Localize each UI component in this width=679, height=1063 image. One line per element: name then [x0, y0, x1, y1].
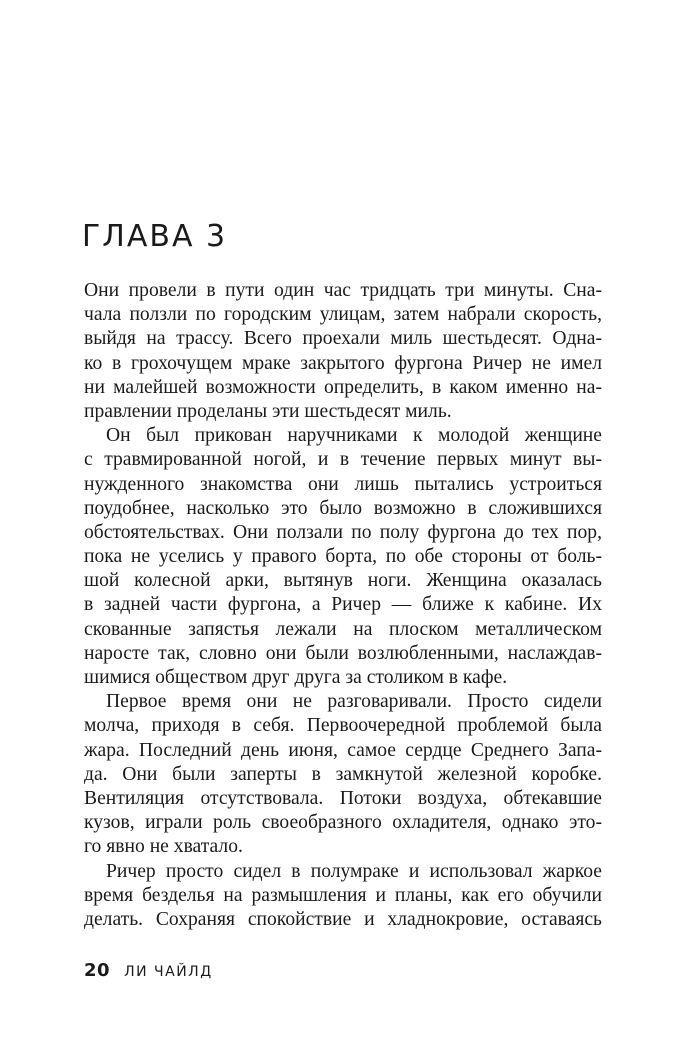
paragraph [84, 690, 602, 859]
text-line: выйдя на трассу. Всего проехали миль шестьдесят. Одна- [84, 328, 602, 350]
text-line: делать. Сохраняя спокойствие и хладнокровие, оставаясь [84, 908, 602, 930]
text-line: поудобнее, насколько это было возможно в сложившихся [84, 497, 602, 519]
text-line: го явно не хватало. [84, 836, 243, 858]
text-line: в задней части фургона, а Ричер — ближе к кабине. Их [84, 594, 602, 616]
text-line: Они провели в пути один час тридцать три минуты. Сна- [84, 280, 602, 301]
paragraph [84, 424, 602, 690]
text-line: Ричер просто сидел в полумраке и использовал жаркое [106, 860, 602, 882]
text-line: время безделья на размышления и планы, как его обучили [84, 884, 602, 906]
text-line: жара. Последний день июня, самое сердце Среднего Запа- [84, 739, 602, 761]
text-line: чала ползли по городским улицам, затем набрали скорость, [84, 304, 602, 326]
text-line: нужденного знакомства они лишь пытались устроиться [84, 473, 602, 495]
paragraph [84, 279, 602, 424]
page-number: 20 [84, 960, 111, 981]
text-line: Он был прикован наручниками к молодой женщине [106, 425, 602, 447]
text-line: шой колесной арки, вытянув ноги. Женщина оказалась [84, 570, 602, 592]
text-line: молча, приходя в себя. Первоочередной проблемой была [84, 715, 602, 737]
running-head-author: ЛИ ЧАЙЛД [124, 964, 213, 980]
text-line: кузов, играли роль своеобразного охладителя, однако это- [84, 812, 602, 834]
text-line: шимися обществом друг друга за столиком в кафе. [84, 667, 508, 688]
page-footer [84, 960, 213, 981]
text-line: правлении проделаны эти шестьдесят миль. [84, 400, 452, 422]
text-line: Вентиляция отсутствовала. Потоки воздуха, обтекавшие [84, 787, 602, 809]
text-line: с травмированной ногой, и в течение первых минут вы- [84, 449, 602, 471]
chapter-title: ГЛАВА 3 [82, 219, 228, 254]
body-text [84, 279, 602, 932]
text-line: пока не уселись у правого борта, по обе стороны от боль- [84, 546, 602, 568]
text-line: ни малейшей возможности определить, в каком именно на- [84, 376, 602, 398]
text-line: обстоятельствах. Они ползали по полу фургона до тех пор, [84, 521, 602, 543]
text-line: да. Они были заперты в замкнутой железной коробке. [84, 763, 602, 785]
paragraph [84, 860, 602, 933]
text-line: наросте так, словно они были возлюбленными, наслаждав- [84, 642, 602, 664]
text-line: скованные запястья лежали на плоском металлическом [84, 618, 602, 640]
text-line: ко в грохочущем мраке закрытого фургона Ричер не имел [84, 352, 602, 374]
text-line: Первое время они не разговаривали. Просто сидели [106, 691, 602, 713]
